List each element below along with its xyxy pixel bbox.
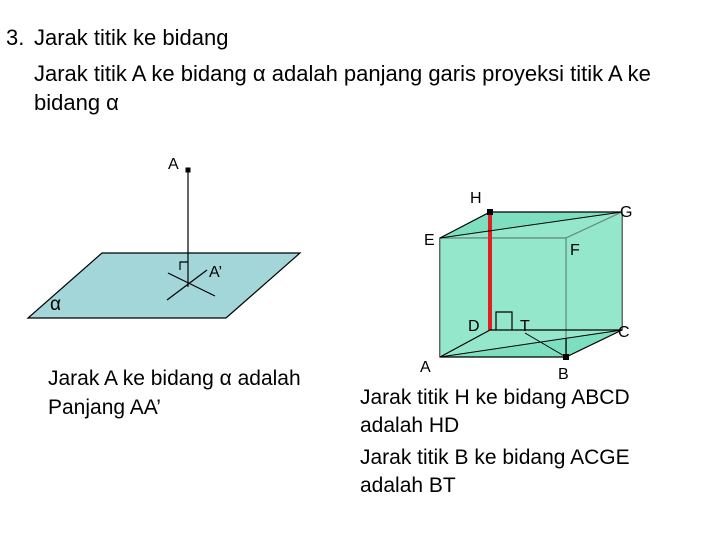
heading-number: 3. [6, 25, 25, 50]
cube-caption-line-1: Jarak titik H ke bidang ABCD [360, 386, 630, 409]
label-A-cube: A [420, 359, 431, 376]
cube-figure [440, 209, 622, 360]
label-C: C [618, 324, 630, 341]
label-T: T [520, 318, 530, 335]
point-B [563, 354, 569, 360]
plane-alpha-figure [28, 168, 300, 319]
label-G: G [620, 204, 633, 221]
point-A [186, 168, 191, 173]
cube-caption-line-4: adalah BT [360, 474, 456, 497]
label-B: B [558, 366, 569, 383]
point-H [487, 209, 493, 215]
label-E: E [424, 232, 435, 249]
heading-title: Jarak titik ke bidang [34, 25, 229, 50]
plane-alpha [28, 253, 300, 318]
label-A: A [168, 156, 179, 173]
cube-caption-line-2: adalah HD [360, 414, 460, 437]
definition-line-2: bidang α [34, 90, 119, 115]
label-alpha: α [50, 294, 61, 315]
label-D: D [468, 318, 480, 335]
left-caption-line-1: Jarak A ke bidang α adalah [48, 367, 301, 390]
label-F: F [570, 242, 580, 259]
definition-line-1: Jarak titik A ke bidang α adalah panjang garis proyeksi titik A ke [34, 61, 651, 86]
left-caption-line-2: Panjang AA’ [48, 396, 161, 419]
cube-caption-line-3: Jarak titik B ke bidang ACGE [360, 446, 630, 469]
label-H: H [470, 190, 482, 207]
label-A-prime: A’ [209, 264, 223, 281]
